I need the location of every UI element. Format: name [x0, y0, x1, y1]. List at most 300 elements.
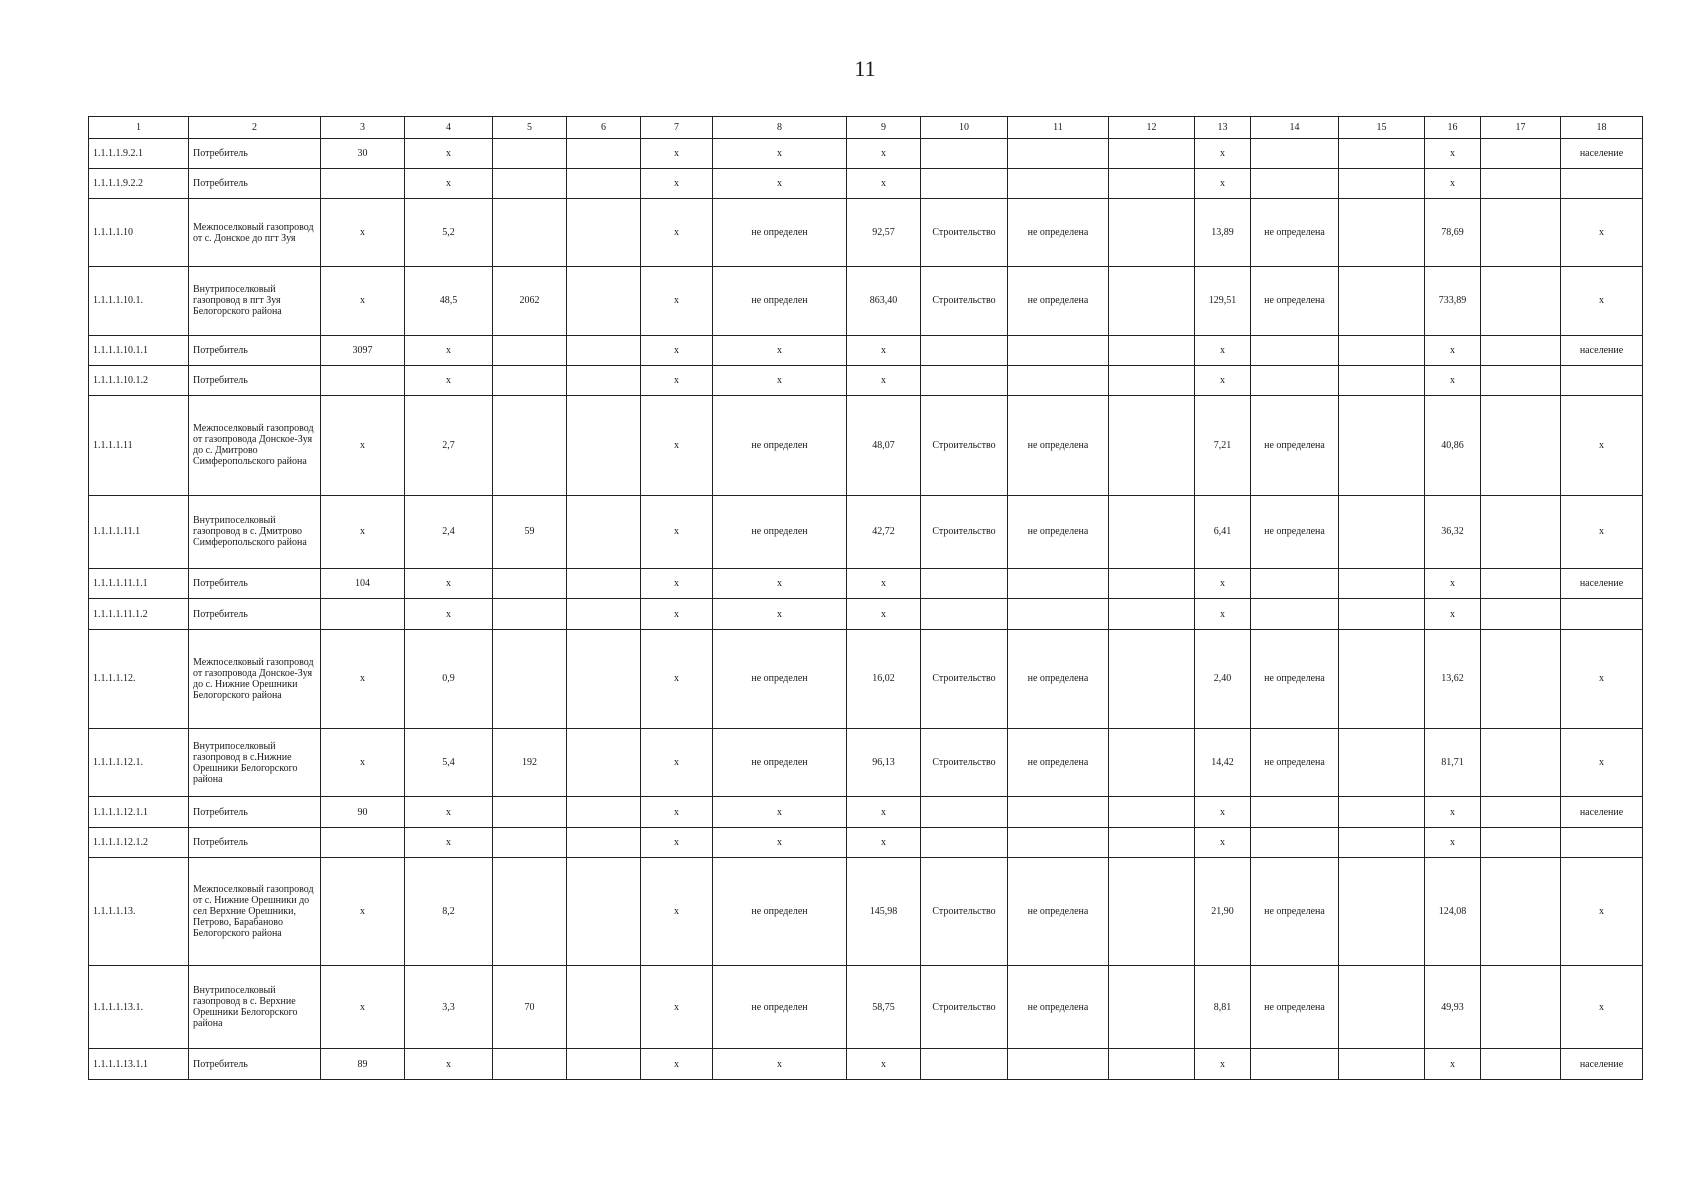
table-cell — [1109, 138, 1195, 168]
table-row — [89, 729, 1643, 797]
table-cell — [1251, 365, 1339, 395]
table-row — [89, 599, 1643, 629]
table-cell: 5,4 — [405, 729, 493, 797]
table-cell: 1.1.1.1.11.1.1 — [89, 569, 189, 599]
table-cell — [1339, 569, 1425, 599]
table-cell: x — [1561, 495, 1643, 569]
table-row — [89, 365, 1643, 395]
table-cell: 2,4 — [405, 495, 493, 569]
table-cell: x — [1195, 335, 1251, 365]
table-cell: 129,51 — [1195, 267, 1251, 335]
table-cell: Строительство — [921, 267, 1008, 335]
table-cell: x — [405, 797, 493, 827]
table-cell: Внутрипоселковый газопровод в пгт Зуя Белогорского района — [189, 267, 321, 335]
column-header: 4 — [405, 117, 493, 139]
table-cell: x — [321, 199, 405, 267]
table-cell: Потребитель — [189, 1049, 321, 1080]
table-cell — [1339, 629, 1425, 729]
table-cell — [493, 365, 567, 395]
table-cell: 104 — [321, 569, 405, 599]
table-cell: 8,81 — [1195, 966, 1251, 1049]
table-cell — [493, 629, 567, 729]
table-cell: x — [405, 365, 493, 395]
table-cell — [1561, 365, 1643, 395]
table-cell: 59 — [493, 495, 567, 569]
table-cell — [493, 335, 567, 365]
table-cell — [1481, 599, 1561, 629]
table-cell: Потребитель — [189, 827, 321, 857]
table-cell — [567, 365, 641, 395]
table-cell: Строительство — [921, 857, 1008, 965]
table-cell: x — [641, 629, 713, 729]
table-cell — [1339, 396, 1425, 496]
table-cell: 7,21 — [1195, 396, 1251, 496]
table-cell — [567, 827, 641, 857]
table-cell — [1481, 1049, 1561, 1080]
table-cell: 42,72 — [847, 495, 921, 569]
table-cell — [1481, 396, 1561, 496]
table-cell: 14,42 — [1195, 729, 1251, 797]
table-cell — [1339, 729, 1425, 797]
table-cell — [1251, 797, 1339, 827]
table-cell — [321, 168, 405, 198]
table-row — [89, 797, 1643, 827]
table-cell: x — [321, 495, 405, 569]
table-cell: x — [1195, 365, 1251, 395]
table-cell — [1481, 569, 1561, 599]
table-cell: x — [641, 966, 713, 1049]
table-cell: не определена — [1008, 857, 1109, 965]
table-cell: Внутрипоселковый газопровод в с. Дмитрово Симферопольского района — [189, 495, 321, 569]
table-cell: 1.1.1.1.11 — [89, 396, 189, 496]
table-cell — [321, 599, 405, 629]
table-cell: x — [713, 1049, 847, 1080]
table-cell: не определена — [1251, 199, 1339, 267]
column-header: 8 — [713, 117, 847, 139]
table-cell: 81,71 — [1425, 729, 1481, 797]
table-cell — [1251, 138, 1339, 168]
table-cell: не определен — [713, 966, 847, 1049]
column-header: 9 — [847, 117, 921, 139]
table-cell: не определен — [713, 396, 847, 496]
table-cell — [567, 168, 641, 198]
table-cell — [921, 365, 1008, 395]
column-header: 15 — [1339, 117, 1425, 139]
table-cell: 30 — [321, 138, 405, 168]
table-cell: 3097 — [321, 335, 405, 365]
table-cell — [567, 267, 641, 335]
table-cell: x — [713, 827, 847, 857]
table-cell: x — [641, 827, 713, 857]
table-cell — [493, 569, 567, 599]
column-header: 6 — [567, 117, 641, 139]
column-header: 2 — [189, 117, 321, 139]
table-cell — [1481, 827, 1561, 857]
page-number: 11 — [854, 56, 876, 81]
table-cell — [1109, 267, 1195, 335]
table-cell: 3,3 — [405, 966, 493, 1049]
table-cell: 2,40 — [1195, 629, 1251, 729]
table-cell — [1339, 199, 1425, 267]
table-cell: x — [1425, 138, 1481, 168]
table-cell: 192 — [493, 729, 567, 797]
table-cell: x — [1425, 569, 1481, 599]
table-cell: 124,08 — [1425, 857, 1481, 965]
table-cell — [1481, 365, 1561, 395]
table-cell: 1.1.1.1.13. — [89, 857, 189, 965]
table-cell: 1.1.1.1.9.2.1 — [89, 138, 189, 168]
table-cell: 2,7 — [405, 396, 493, 496]
table-cell: x — [641, 569, 713, 599]
table-cell: x — [405, 138, 493, 168]
table-cell — [1561, 168, 1643, 198]
table-cell — [1339, 138, 1425, 168]
table-cell — [1561, 599, 1643, 629]
column-header: 13 — [1195, 117, 1251, 139]
table-cell — [1109, 797, 1195, 827]
table-cell: x — [641, 199, 713, 267]
table-cell: не определена — [1008, 396, 1109, 496]
table-cell — [567, 599, 641, 629]
table-cell: 90 — [321, 797, 405, 827]
table-cell: 1.1.1.1.11.1.2 — [89, 599, 189, 629]
table-cell — [1109, 199, 1195, 267]
table-cell — [567, 729, 641, 797]
table-cell — [1251, 335, 1339, 365]
table-cell: 70 — [493, 966, 567, 1049]
table-cell: x — [641, 599, 713, 629]
table-cell — [1008, 797, 1109, 827]
table-cell: Потребитель — [189, 797, 321, 827]
table-cell — [567, 1049, 641, 1080]
table-cell: x — [847, 138, 921, 168]
table-cell — [493, 199, 567, 267]
table-cell: x — [1561, 396, 1643, 496]
table-cell — [921, 1049, 1008, 1080]
table-cell: x — [405, 1049, 493, 1080]
table-cell: x — [847, 1049, 921, 1080]
table-cell — [1109, 396, 1195, 496]
table-cell — [1109, 827, 1195, 857]
table-cell: 1.1.1.1.12.1.1 — [89, 797, 189, 827]
table-cell — [921, 335, 1008, 365]
table-cell: x — [713, 365, 847, 395]
table-cell — [921, 797, 1008, 827]
table-cell — [567, 495, 641, 569]
table-cell — [1481, 857, 1561, 965]
table-cell — [493, 857, 567, 965]
column-header: 1 — [89, 117, 189, 139]
column-header: 5 — [493, 117, 567, 139]
table-cell: x — [1195, 569, 1251, 599]
table-cell — [1109, 966, 1195, 1049]
table-cell — [567, 199, 641, 267]
table-cell: x — [641, 857, 713, 965]
table-row — [89, 857, 1643, 965]
table-cell: x — [847, 335, 921, 365]
table-cell: 40,86 — [1425, 396, 1481, 496]
table-cell: Потребитель — [189, 569, 321, 599]
table-cell — [1481, 199, 1561, 267]
data-table — [88, 116, 1643, 1080]
table-cell: Строительство — [921, 396, 1008, 496]
column-header: 14 — [1251, 117, 1339, 139]
table-cell: Потребитель — [189, 168, 321, 198]
table-cell — [1339, 599, 1425, 629]
table-cell: x — [641, 797, 713, 827]
table-cell: Межпоселковый газопровод от газопровода Донское-Зуя до с. Нижние Орешники Белогорского района — [189, 629, 321, 729]
table-cell: 58,75 — [847, 966, 921, 1049]
table-cell: x — [641, 495, 713, 569]
table-cell: не определена — [1008, 199, 1109, 267]
table-cell — [1561, 827, 1643, 857]
table-cell: x — [1195, 797, 1251, 827]
table-cell: x — [641, 729, 713, 797]
table-cell: x — [641, 335, 713, 365]
table-cell — [1481, 168, 1561, 198]
table-cell — [921, 168, 1008, 198]
table-cell: население — [1561, 569, 1643, 599]
table-cell — [321, 365, 405, 395]
table-cell: 78,69 — [1425, 199, 1481, 267]
table-cell — [1339, 495, 1425, 569]
table-cell: не определена — [1251, 857, 1339, 965]
table-cell — [567, 569, 641, 599]
table-cell — [1339, 1049, 1425, 1080]
table-cell: не определена — [1251, 267, 1339, 335]
table-cell — [1481, 629, 1561, 729]
column-header: 3 — [321, 117, 405, 139]
table-row — [89, 138, 1643, 168]
table-cell: x — [847, 827, 921, 857]
table-cell — [1008, 138, 1109, 168]
table-cell: x — [1425, 168, 1481, 198]
table-cell — [1251, 827, 1339, 857]
table-cell: 733,89 — [1425, 267, 1481, 335]
table-cell: не определена — [1251, 729, 1339, 797]
table-cell: x — [321, 729, 405, 797]
table-cell — [493, 396, 567, 496]
table-cell — [321, 827, 405, 857]
table-cell — [567, 335, 641, 365]
table-cell: 2062 — [493, 267, 567, 335]
table-cell — [1339, 267, 1425, 335]
table-cell — [1109, 495, 1195, 569]
table-cell: 16,02 — [847, 629, 921, 729]
table-cell: 1.1.1.1.10.1.1 — [89, 335, 189, 365]
table-row — [89, 199, 1643, 267]
table-cell: Межпоселковый газопровод от газопровода Донское-Зуя до с. Дмитрово Симферопольского района — [189, 396, 321, 496]
table-cell: 1.1.1.1.12. — [89, 629, 189, 729]
table-cell: Межпоселковый газопровод от с. Донское до пгт Зуя — [189, 199, 321, 267]
table-cell — [1109, 729, 1195, 797]
table-cell: не определен — [713, 857, 847, 965]
header-row — [89, 117, 1643, 139]
table-cell: x — [1195, 599, 1251, 629]
table-cell: x — [1561, 729, 1643, 797]
table-cell: x — [713, 335, 847, 365]
table-cell: 1.1.1.1.10.1.2 — [89, 365, 189, 395]
table-cell — [1109, 569, 1195, 599]
table-cell: x — [713, 599, 847, 629]
table-cell: Строительство — [921, 629, 1008, 729]
table-row — [89, 1049, 1643, 1080]
table-cell: x — [1425, 335, 1481, 365]
table-cell — [1109, 599, 1195, 629]
table-row — [89, 396, 1643, 496]
table-row — [89, 827, 1643, 857]
table-cell: не определен — [713, 495, 847, 569]
table-cell: Строительство — [921, 199, 1008, 267]
table-cell — [1339, 797, 1425, 827]
table-cell — [1339, 827, 1425, 857]
table-cell — [1481, 966, 1561, 1049]
table-row — [89, 168, 1643, 198]
table-cell: не определена — [1251, 495, 1339, 569]
table-cell — [493, 599, 567, 629]
table-cell — [1251, 569, 1339, 599]
table-cell — [1339, 966, 1425, 1049]
table-cell — [1008, 1049, 1109, 1080]
table-cell — [493, 138, 567, 168]
table-cell: x — [641, 396, 713, 496]
table-cell — [1339, 335, 1425, 365]
table-cell — [1481, 267, 1561, 335]
table-cell — [1251, 1049, 1339, 1080]
column-header: 18 — [1561, 117, 1643, 139]
table-cell: население — [1561, 138, 1643, 168]
table-cell: x — [1425, 1049, 1481, 1080]
table-cell — [1481, 335, 1561, 365]
table-cell: не определена — [1251, 629, 1339, 729]
table-cell — [1339, 168, 1425, 198]
table-cell: Межпоселковый газопровод от с. Нижние Орешники до сел Верхние Орешники, Петрово, Барабаново Белогорского района — [189, 857, 321, 965]
table-cell: x — [321, 629, 405, 729]
table-row — [89, 335, 1643, 365]
table-cell: x — [847, 599, 921, 629]
table-cell — [493, 1049, 567, 1080]
table-row — [89, 267, 1643, 335]
table-cell: x — [1195, 138, 1251, 168]
column-header: 12 — [1109, 117, 1195, 139]
table-cell: Внутрипоселковый газопровод в с.Нижние Орешники Белогорского района — [189, 729, 321, 797]
table-cell: x — [641, 365, 713, 395]
table-cell: x — [641, 1049, 713, 1080]
table-cell: 1.1.1.1.10.1. — [89, 267, 189, 335]
table-cell: не определен — [713, 729, 847, 797]
table-cell — [493, 168, 567, 198]
table-cell: x — [641, 267, 713, 335]
table-cell: x — [405, 335, 493, 365]
table-cell — [921, 569, 1008, 599]
table-cell — [921, 599, 1008, 629]
table-cell — [493, 827, 567, 857]
table-cell: Потребитель — [189, 599, 321, 629]
table-cell: 21,90 — [1195, 857, 1251, 965]
table-cell: x — [405, 827, 493, 857]
table-cell: Внутрипоселковый газопровод в с. Верхние Орешники Белогорского района — [189, 966, 321, 1049]
table-cell: x — [847, 168, 921, 198]
table-cell: Строительство — [921, 495, 1008, 569]
table-cell — [493, 797, 567, 827]
table-cell — [1008, 569, 1109, 599]
table-cell: x — [321, 267, 405, 335]
table-cell: 1.1.1.1.9.2.2 — [89, 168, 189, 198]
table-cell: 1.1.1.1.11.1 — [89, 495, 189, 569]
table-cell — [1251, 599, 1339, 629]
table-cell: 863,40 — [847, 267, 921, 335]
table-cell: x — [405, 569, 493, 599]
table-cell — [1481, 729, 1561, 797]
table-cell — [567, 138, 641, 168]
table-cell: 13,62 — [1425, 629, 1481, 729]
column-header: 11 — [1008, 117, 1109, 139]
table-cell: x — [713, 168, 847, 198]
table-cell: 145,98 — [847, 857, 921, 965]
table-cell: x — [1195, 168, 1251, 198]
table-cell — [1008, 599, 1109, 629]
column-header: 17 — [1481, 117, 1561, 139]
table-cell: x — [713, 138, 847, 168]
table-cell: x — [713, 569, 847, 599]
table-cell: не определена — [1008, 729, 1109, 797]
table-cell: x — [1561, 629, 1643, 729]
table-cell: x — [1425, 827, 1481, 857]
table-cell: Потребитель — [189, 365, 321, 395]
table-cell: x — [1425, 797, 1481, 827]
table-cell: x — [1561, 267, 1643, 335]
table-cell: 5,2 — [405, 199, 493, 267]
table-cell — [567, 797, 641, 827]
table-cell: население — [1561, 1049, 1643, 1080]
table-cell: x — [847, 797, 921, 827]
table-row — [89, 629, 1643, 729]
table-cell: x — [1425, 365, 1481, 395]
table-cell — [1008, 365, 1109, 395]
table-cell: x — [1425, 599, 1481, 629]
table-cell: 96,13 — [847, 729, 921, 797]
table-cell — [1251, 168, 1339, 198]
table-cell: не определена — [1008, 495, 1109, 569]
table-cell: население — [1561, 335, 1643, 365]
table-cell: 48,5 — [405, 267, 493, 335]
table-cell — [567, 396, 641, 496]
table-cell: не определен — [713, 629, 847, 729]
column-header: 16 — [1425, 117, 1481, 139]
table-cell — [567, 857, 641, 965]
table-row — [89, 569, 1643, 599]
table-cell: x — [847, 365, 921, 395]
table-cell — [1109, 168, 1195, 198]
table-cell: 92,57 — [847, 199, 921, 267]
table-cell — [567, 966, 641, 1049]
table-cell: Потребитель — [189, 138, 321, 168]
table-cell: 48,07 — [847, 396, 921, 496]
table-cell: x — [641, 138, 713, 168]
table-cell: 1.1.1.1.13.1.1 — [89, 1049, 189, 1080]
table-cell: x — [641, 168, 713, 198]
table-cell — [1109, 365, 1195, 395]
table-cell: 1.1.1.1.10 — [89, 199, 189, 267]
table-cell: Строительство — [921, 966, 1008, 1049]
table-cell: x — [321, 396, 405, 496]
table-cell: 49,93 — [1425, 966, 1481, 1049]
table-cell — [921, 827, 1008, 857]
table-cell — [921, 138, 1008, 168]
table-cell: население — [1561, 797, 1643, 827]
table-cell: не определена — [1008, 629, 1109, 729]
table-row — [89, 495, 1643, 569]
